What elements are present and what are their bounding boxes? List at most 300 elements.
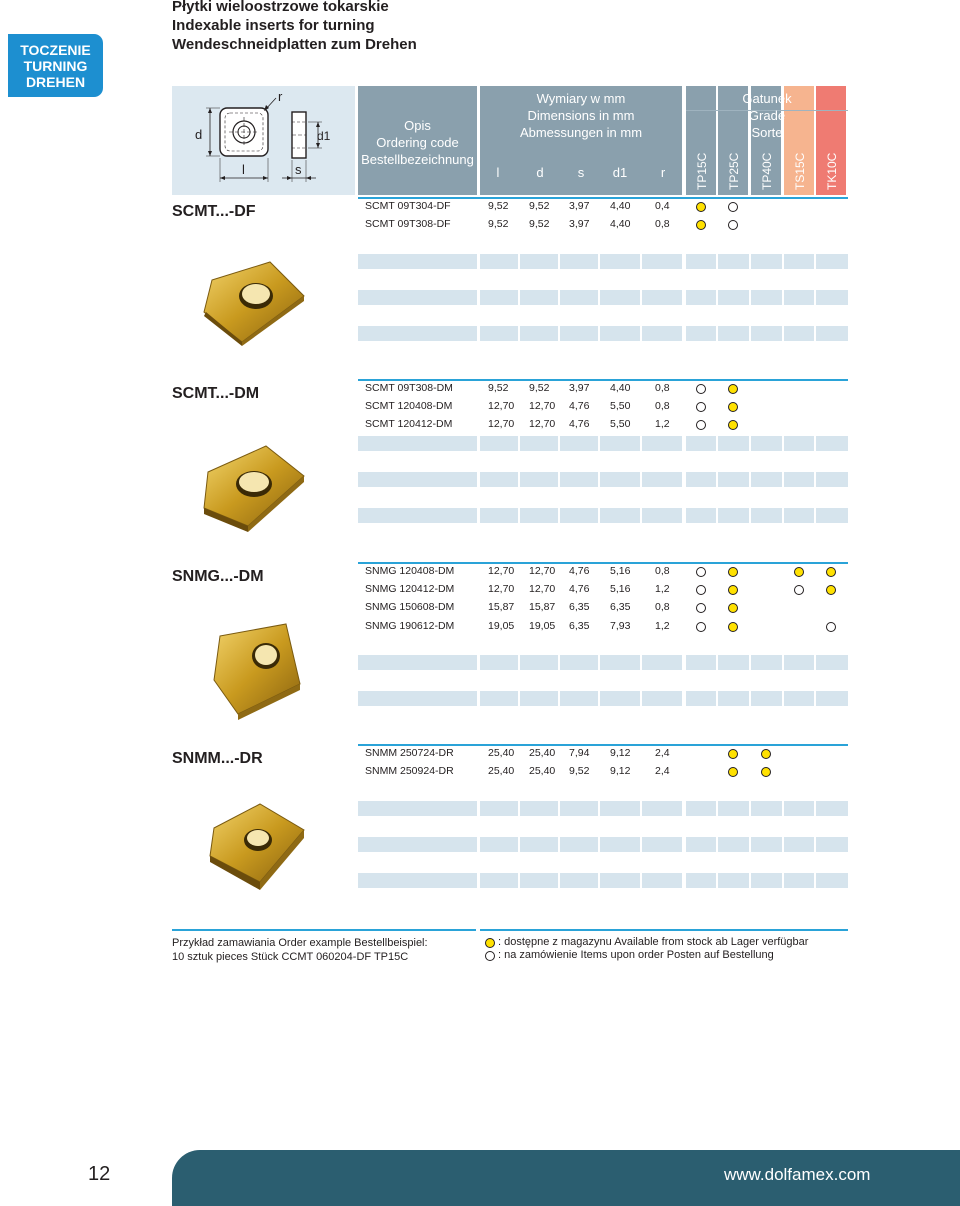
row-stripe-cell — [480, 326, 518, 341]
dimension-cell-d: 12,70 — [529, 418, 556, 430]
row-stripe-cell — [480, 837, 518, 852]
badge-line: TOCZENIE — [20, 42, 91, 58]
grade-name-label: TP25C — [727, 152, 741, 190]
table-row — [0, 582, 960, 597]
ordering-code-cell: SCMT 120408-DM — [365, 400, 453, 412]
table-row — [0, 673, 960, 688]
row-stripe-cell — [784, 508, 814, 523]
header-opis-label — [358, 117, 477, 168]
row-stripe-cell — [480, 290, 518, 305]
row-stripe-cell — [358, 472, 477, 487]
header-dims-en: Dimensions in mm — [527, 108, 635, 123]
row-stripe-cell — [686, 436, 716, 451]
row-stripe-cell — [816, 837, 848, 852]
header-opis-pl: Opis — [404, 118, 431, 133]
in-stock-icon — [728, 567, 738, 577]
in-stock-icon — [728, 767, 738, 777]
table-row — [0, 472, 960, 487]
row-stripe-cell — [480, 873, 518, 888]
row-stripe-cell — [784, 655, 814, 670]
row-stripe-cell — [480, 801, 518, 816]
row-stripe-cell — [718, 837, 749, 852]
row-stripe-cell — [600, 290, 640, 305]
row-stripe-cell — [560, 436, 598, 451]
row-stripe-cell — [480, 691, 518, 706]
header-dims-pl: Wymiary w mm — [536, 91, 626, 106]
table-row — [0, 217, 960, 232]
row-stripe-cell — [784, 326, 814, 341]
dimension-cell-d: 19,05 — [529, 620, 556, 632]
row-stripe-cell — [642, 691, 682, 706]
row-stripe-cell — [751, 837, 782, 852]
order-example-line1: Przykład zamawiania Order example Bestellbeispiel: — [172, 937, 428, 949]
row-stripe-cell — [642, 472, 682, 487]
row-stripe-cell — [480, 436, 518, 451]
row-stripe-cell — [751, 873, 782, 888]
table-row — [0, 399, 960, 414]
dimension-cell-s: 3,97 — [569, 218, 590, 230]
col-header-l: l — [496, 165, 500, 180]
row-stripe-cell — [642, 254, 682, 269]
dimension-cell-d1: 5,50 — [610, 400, 631, 412]
dimension-cell-d1: 4,40 — [610, 200, 631, 212]
table-row — [0, 527, 960, 542]
row-stripe-cell — [686, 472, 716, 487]
dim-label-d: d — [195, 127, 203, 142]
row-stripe-cell — [642, 508, 682, 523]
row-stripe-cell — [718, 290, 749, 305]
dimension-cell-d: 9,52 — [529, 200, 550, 212]
dimension-cell-l: 9,52 — [488, 200, 509, 212]
row-stripe-cell — [520, 873, 558, 888]
dimension-cell-r: 0,4 — [655, 200, 670, 212]
row-stripe-cell — [560, 691, 598, 706]
row-stripe-cell — [560, 254, 598, 269]
row-stripe-cell — [642, 873, 682, 888]
dimension-cell-s: 4,76 — [569, 418, 590, 430]
header-grade-en: Grade — [748, 108, 786, 123]
row-stripe-cell — [600, 436, 640, 451]
on-order-icon — [728, 220, 738, 230]
row-stripe-cell — [642, 837, 682, 852]
dimension-cell-l: 19,05 — [488, 620, 515, 632]
row-stripe-cell — [642, 655, 682, 670]
dimension-cell-d1: 4,40 — [610, 218, 631, 230]
in-stock-icon — [696, 202, 706, 212]
row-stripe-cell — [560, 801, 598, 816]
row-stripe-cell — [718, 326, 749, 341]
row-stripe-cell — [480, 472, 518, 487]
row-stripe-cell — [686, 801, 716, 816]
grade-name-label: TP40C — [760, 152, 774, 190]
in-stock-icon — [696, 220, 706, 230]
dimension-cell-s: 3,97 — [569, 200, 590, 212]
dimension-cell-d1: 9,12 — [610, 765, 631, 777]
ordering-code-cell: SNMG 120408-DM — [365, 565, 455, 577]
row-stripe-cell — [816, 655, 848, 670]
snmm-dr-insert-image — [206, 800, 308, 892]
row-stripe-cell — [520, 508, 558, 523]
dimension-cell-l: 12,70 — [488, 565, 515, 577]
on-order-icon — [794, 585, 804, 595]
stock-legend-icon — [485, 938, 495, 948]
on-order-icon — [696, 603, 706, 613]
row-stripe-cell — [520, 801, 558, 816]
ordering-code-cell: SCMT 09T304-DF — [365, 200, 451, 212]
dimension-cell-s: 6,35 — [569, 620, 590, 632]
dimension-cell-s: 9,52 — [569, 765, 590, 777]
section-title: SNMM...-DR — [172, 750, 263, 767]
row-stripe-cell — [816, 290, 848, 305]
footer-website-link[interactable]: www.dolfamex.com — [724, 1165, 871, 1184]
dimension-cell-r: 0,8 — [655, 400, 670, 412]
table-row — [0, 655, 960, 670]
row-stripe-cell — [358, 691, 477, 706]
section-title: SCMT...-DF — [172, 203, 256, 220]
snmg-dm-insert-image — [210, 620, 306, 720]
ordering-code-cell: SCMT 09T308-DF — [365, 218, 451, 230]
dimension-cell-s: 6,35 — [569, 601, 590, 613]
row-stripe-cell — [642, 801, 682, 816]
dimension-cell-l: 25,40 — [488, 765, 515, 777]
dimension-cell-l: 9,52 — [488, 382, 509, 394]
row-stripe-cell — [358, 436, 477, 451]
row-stripe-cell — [520, 655, 558, 670]
dimension-cell-r: 1,2 — [655, 583, 670, 595]
row-stripe-cell — [480, 655, 518, 670]
table-row — [0, 454, 960, 469]
table-row — [0, 892, 960, 907]
dimension-cell-r: 0,8 — [655, 382, 670, 394]
dimension-cell-l: 9,52 — [488, 218, 509, 230]
row-stripe-cell — [520, 254, 558, 269]
row-stripe-cell — [520, 436, 558, 451]
table-row — [0, 381, 960, 396]
dimension-cell-d1: 7,93 — [610, 620, 631, 632]
dimension-cell-r: 0,8 — [655, 565, 670, 577]
row-stripe-cell — [718, 655, 749, 670]
table-row — [0, 490, 960, 505]
badge-line: TURNING — [23, 58, 88, 74]
table-row — [0, 308, 960, 323]
dim-label-r: r — [278, 89, 283, 104]
row-stripe-cell — [480, 254, 518, 269]
row-stripe-cell — [816, 326, 848, 341]
col-header-d1: d1 — [612, 165, 628, 180]
on-order-icon — [696, 567, 706, 577]
row-stripe-cell — [751, 326, 782, 341]
scmt-df-insert-image — [200, 256, 308, 346]
table-row — [0, 710, 960, 725]
table-row — [0, 600, 960, 615]
dimension-cell-r: 0,8 — [655, 601, 670, 613]
row-stripe-cell — [751, 290, 782, 305]
row-stripe-cell — [784, 837, 814, 852]
dimension-cell-d: 12,70 — [529, 400, 556, 412]
section-title: SNMG...-DM — [172, 568, 264, 585]
ordering-code-cell: SNMM 250724-DR — [365, 747, 454, 759]
row-stripe-cell — [816, 691, 848, 706]
table-row — [0, 801, 960, 816]
dimension-cell-d: 12,70 — [529, 565, 556, 577]
on-order-icon — [696, 585, 706, 595]
in-stock-icon — [761, 767, 771, 777]
row-stripe-cell — [520, 691, 558, 706]
table-row — [0, 199, 960, 214]
page-title-de: Wendeschneidplatten zum Drehen — [172, 36, 417, 53]
row-stripe-cell — [560, 508, 598, 523]
row-stripe-cell — [480, 508, 518, 523]
row-stripe-cell — [751, 436, 782, 451]
dimension-cell-d1: 5,50 — [610, 418, 631, 430]
dimension-cell-d1: 9,12 — [610, 747, 631, 759]
row-stripe-cell — [784, 254, 814, 269]
row-stripe-cell — [642, 326, 682, 341]
row-stripe-cell — [686, 326, 716, 341]
dimension-cell-r: 2,4 — [655, 765, 670, 777]
table-row — [0, 764, 960, 779]
row-stripe-cell — [816, 436, 848, 451]
in-stock-icon — [826, 567, 836, 577]
header-dims-de: Abmessungen in mm — [519, 125, 643, 140]
dim-label-d1: d1 — [317, 129, 331, 143]
row-stripe-cell — [560, 837, 598, 852]
row-stripe-cell — [686, 508, 716, 523]
row-stripe-cell — [600, 472, 640, 487]
ordering-code-cell: SCMT 09T308-DM — [365, 382, 453, 394]
dimension-cell-l: 12,70 — [488, 400, 515, 412]
in-stock-icon — [728, 603, 738, 613]
table-row — [0, 691, 960, 706]
row-stripe-cell — [718, 691, 749, 706]
row-stripe-cell — [816, 254, 848, 269]
dimension-cell-r: 0,8 — [655, 218, 670, 230]
dimension-cell-s: 3,97 — [569, 382, 590, 394]
row-stripe-cell — [560, 655, 598, 670]
legend-divider-right — [480, 929, 848, 931]
dimension-cell-r: 1,2 — [655, 418, 670, 430]
row-stripe-cell — [751, 254, 782, 269]
in-stock-icon — [728, 402, 738, 412]
dimension-cell-r: 1,2 — [655, 620, 670, 632]
ordering-code-cell: SNMG 190612-DM — [365, 620, 455, 632]
row-stripe-cell — [686, 873, 716, 888]
row-stripe-cell — [600, 254, 640, 269]
row-stripe-cell — [600, 837, 640, 852]
table-row — [0, 564, 960, 579]
table-row — [0, 837, 960, 852]
header-opis-de: Bestellbezeichnung — [361, 152, 474, 167]
row-stripe-cell — [718, 508, 749, 523]
table-row — [0, 508, 960, 523]
in-stock-icon — [728, 585, 738, 595]
table-row — [0, 873, 960, 888]
dimension-cell-l: 15,87 — [488, 601, 515, 613]
col-header-s: s — [577, 165, 585, 180]
row-stripe-cell — [358, 655, 477, 670]
in-stock-icon — [728, 420, 738, 430]
row-stripe-cell — [751, 691, 782, 706]
row-stripe-cell — [600, 326, 640, 341]
row-stripe-cell — [718, 254, 749, 269]
dimension-cell-d: 25,40 — [529, 747, 556, 759]
in-stock-icon — [728, 749, 738, 759]
row-stripe-cell — [751, 801, 782, 816]
table-row — [0, 855, 960, 870]
row-stripe-cell — [718, 472, 749, 487]
dim-label-s: s — [295, 162, 302, 177]
row-stripe-cell — [600, 655, 640, 670]
grade-name-label: TS15C — [793, 152, 807, 190]
row-stripe-cell — [686, 655, 716, 670]
header-grade-pl: Gatunek — [742, 91, 792, 106]
ordering-code-cell: SNMG 120412-DM — [365, 583, 455, 595]
row-stripe-cell — [686, 254, 716, 269]
table-row — [0, 619, 960, 634]
row-stripe-cell — [560, 290, 598, 305]
row-stripe-cell — [520, 326, 558, 341]
dimension-cell-d1: 5,16 — [610, 565, 631, 577]
in-stock-icon — [794, 567, 804, 577]
dimension-cell-s: 4,76 — [569, 583, 590, 595]
page-number: 12 — [88, 1163, 111, 1185]
row-stripe-cell — [718, 873, 749, 888]
row-stripe-cell — [718, 801, 749, 816]
on-order-icon — [696, 622, 706, 632]
dimension-cell-l: 12,70 — [488, 583, 515, 595]
table-row — [0, 345, 960, 360]
row-stripe-cell — [358, 837, 477, 852]
row-stripe-cell — [560, 326, 598, 341]
ordering-code-cell: SNMM 250924-DR — [365, 765, 454, 777]
row-stripe-cell — [718, 436, 749, 451]
ordering-code-cell: SCMT 120412-DM — [365, 418, 453, 430]
dimension-cell-d1: 6,35 — [610, 601, 631, 613]
header-opis-en: Ordering code — [376, 135, 459, 150]
row-stripe-cell — [784, 801, 814, 816]
dim-label-l: l — [242, 162, 245, 177]
row-stripe-cell — [642, 290, 682, 305]
grade-name-label: TP15C — [695, 152, 709, 190]
dimension-cell-s: 7,94 — [569, 747, 590, 759]
on-order-icon — [728, 202, 738, 212]
section-title: SCMT...-DM — [172, 385, 260, 402]
dimension-cell-l: 12,70 — [488, 418, 515, 430]
stock-legend-text: : dostępne z magazynu Available from stock ab Lager verfügbar — [498, 936, 809, 948]
row-stripe-cell — [686, 691, 716, 706]
row-stripe-cell — [600, 801, 640, 816]
row-stripe-cell — [816, 801, 848, 816]
row-stripe-cell — [784, 873, 814, 888]
row-stripe-cell — [816, 873, 848, 888]
col-header-r: r — [660, 165, 666, 180]
dimension-cell-d1: 5,16 — [610, 583, 631, 595]
on-order-icon — [696, 420, 706, 430]
row-stripe-cell — [816, 508, 848, 523]
table-row — [0, 417, 960, 432]
ordering-code-cell: SNMG 150608-DM — [365, 601, 455, 613]
order-legend-text: : na zamówienie Items upon order Posten auf Bestellung — [498, 949, 774, 961]
row-stripe-cell — [600, 508, 640, 523]
col-header-d: d — [536, 165, 544, 180]
dimension-cell-d: 15,87 — [529, 601, 556, 613]
dimension-cell-d: 9,52 — [529, 218, 550, 230]
row-stripe-cell — [358, 801, 477, 816]
row-stripe-cell — [560, 472, 598, 487]
row-stripe-cell — [784, 436, 814, 451]
dimension-cell-d1: 4,40 — [610, 382, 631, 394]
grade-name-label: TK10C — [825, 152, 839, 190]
row-stripe-cell — [784, 290, 814, 305]
header-dimensions-label — [480, 90, 682, 141]
dimension-cell-d: 9,52 — [529, 382, 550, 394]
in-stock-icon — [728, 384, 738, 394]
in-stock-icon — [761, 749, 771, 759]
row-stripe-cell — [520, 472, 558, 487]
table-row — [0, 326, 960, 341]
table-row — [0, 436, 960, 451]
row-stripe-cell — [358, 254, 477, 269]
row-stripe-cell — [751, 655, 782, 670]
table-row — [0, 782, 960, 797]
table-row — [0, 819, 960, 834]
section-tab-label — [8, 42, 103, 90]
dimension-cell-l: 25,40 — [488, 747, 515, 759]
row-stripe-cell — [686, 837, 716, 852]
table-row — [0, 272, 960, 287]
row-stripe-cell — [751, 508, 782, 523]
table-row — [0, 637, 960, 652]
row-stripe-cell — [520, 290, 558, 305]
dimension-cell-s: 4,76 — [569, 400, 590, 412]
on-order-icon — [696, 384, 706, 394]
table-row — [0, 290, 960, 305]
row-stripe-cell — [600, 873, 640, 888]
row-stripe-cell — [600, 691, 640, 706]
row-stripe-cell — [358, 326, 477, 341]
scmt-dm-insert-image — [200, 442, 308, 534]
on-order-icon — [696, 402, 706, 412]
insert-dimension-drawing — [172, 86, 355, 195]
row-stripe-cell — [560, 873, 598, 888]
row-stripe-cell — [686, 290, 716, 305]
row-stripe-cell — [784, 472, 814, 487]
row-stripe-cell — [751, 472, 782, 487]
row-stripe-cell — [520, 837, 558, 852]
row-stripe-cell — [358, 873, 477, 888]
page-title-en: Indexable inserts for turning — [172, 17, 375, 34]
order-legend-icon — [485, 951, 495, 961]
dimension-cell-d: 12,70 — [529, 583, 556, 595]
row-stripe-cell — [358, 290, 477, 305]
header-grade-de: Sorte — [751, 125, 783, 140]
in-stock-icon — [728, 622, 738, 632]
header-grade-label — [686, 90, 848, 141]
order-example-line2: 10 sztuk pieces Stück CCMT 060204-DF TP15C — [172, 951, 409, 963]
on-order-icon — [826, 622, 836, 632]
table-row — [0, 235, 960, 250]
row-stripe-cell — [816, 472, 848, 487]
badge-line: DREHEN — [25, 74, 86, 90]
table-row — [0, 254, 960, 269]
row-stripe-cell — [642, 436, 682, 451]
dimension-cell-r: 2,4 — [655, 747, 670, 759]
page-title-pl: Płytki wieloostrzowe tokarskie — [172, 0, 389, 15]
legend-divider-left — [172, 929, 476, 931]
dimension-cell-d: 25,40 — [529, 765, 556, 777]
in-stock-icon — [826, 585, 836, 595]
table-row — [0, 746, 960, 761]
